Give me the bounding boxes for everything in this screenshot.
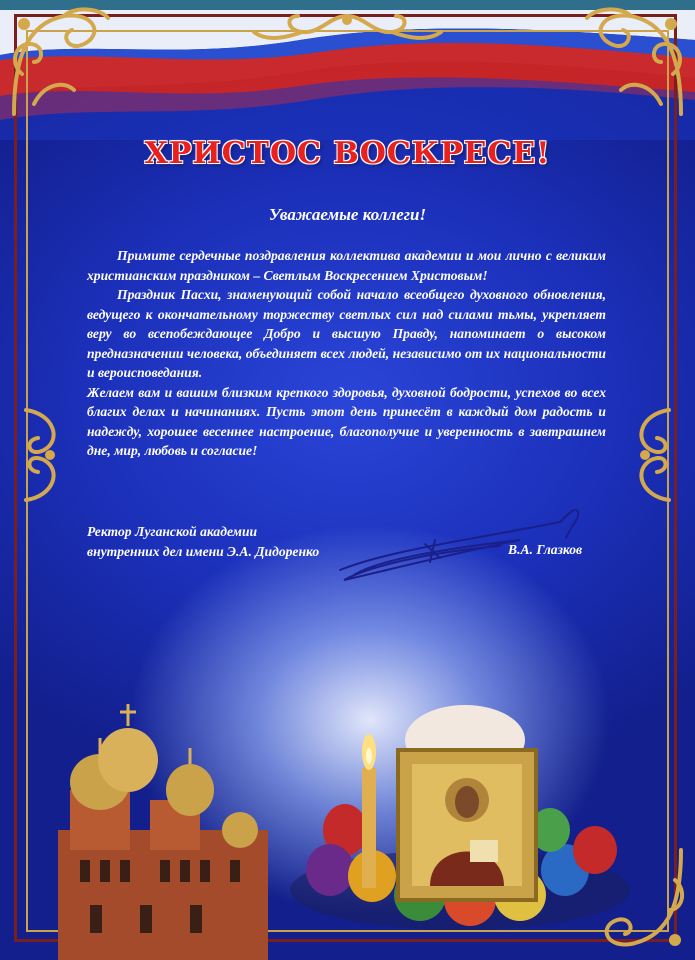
greeting-heading: ХРИСТОС ВОСКРЕСЕ!: [144, 136, 551, 171]
top-center-ornament: [250, 10, 445, 60]
paragraph-congratulations: Примите сердечные поздравления коллектива академии и мои лично с великим христианским праздником – Светлым Воскресением Христовым!: [87, 248, 606, 283]
top-right-ornament: [571, 4, 691, 124]
easter-illustration: [0, 690, 695, 960]
right-side-ornament: [621, 400, 681, 510]
salutation: Уважаемые коллеги!: [268, 205, 427, 224]
cathedral-image: [58, 704, 268, 960]
religious-icon-image: [398, 750, 536, 900]
paragraph-easter: Праздник Пасхи, знаменующий собой начало всеобщего духовного обновления, ведущего к окончательному торжеству светлых сил над силами тьмы, укрепляет веру во всепобеждающее Добро и высшую Правду, напоминает о высоком предназначении человека, объединяет всех людей, независимо от их национальности и вероисповедания.: [87, 287, 606, 380]
signer-position-line1: Ректор Луганской академии: [87, 524, 258, 539]
candle-image: [362, 734, 376, 888]
letter-body: [87, 246, 606, 461]
signer-position-line2: внутренних дел имени Э.А. Дидоренко: [87, 544, 320, 559]
top-left-ornament: [4, 4, 124, 124]
signer-name: В.А. Глазков: [508, 542, 583, 557]
left-side-ornament: [14, 400, 74, 510]
paragraph-wishes: Желаем вам и вашим близким крепкого здоровья, духовной бодрости, успехов во всех благих делах и начинаниях. Пусть этот день принесёт в каждый дом радость и надежду, хорошее весеннее настроение, благополучие и уверенность в завтрашнем дне, мир, любовь и согласие!: [87, 384, 606, 458]
